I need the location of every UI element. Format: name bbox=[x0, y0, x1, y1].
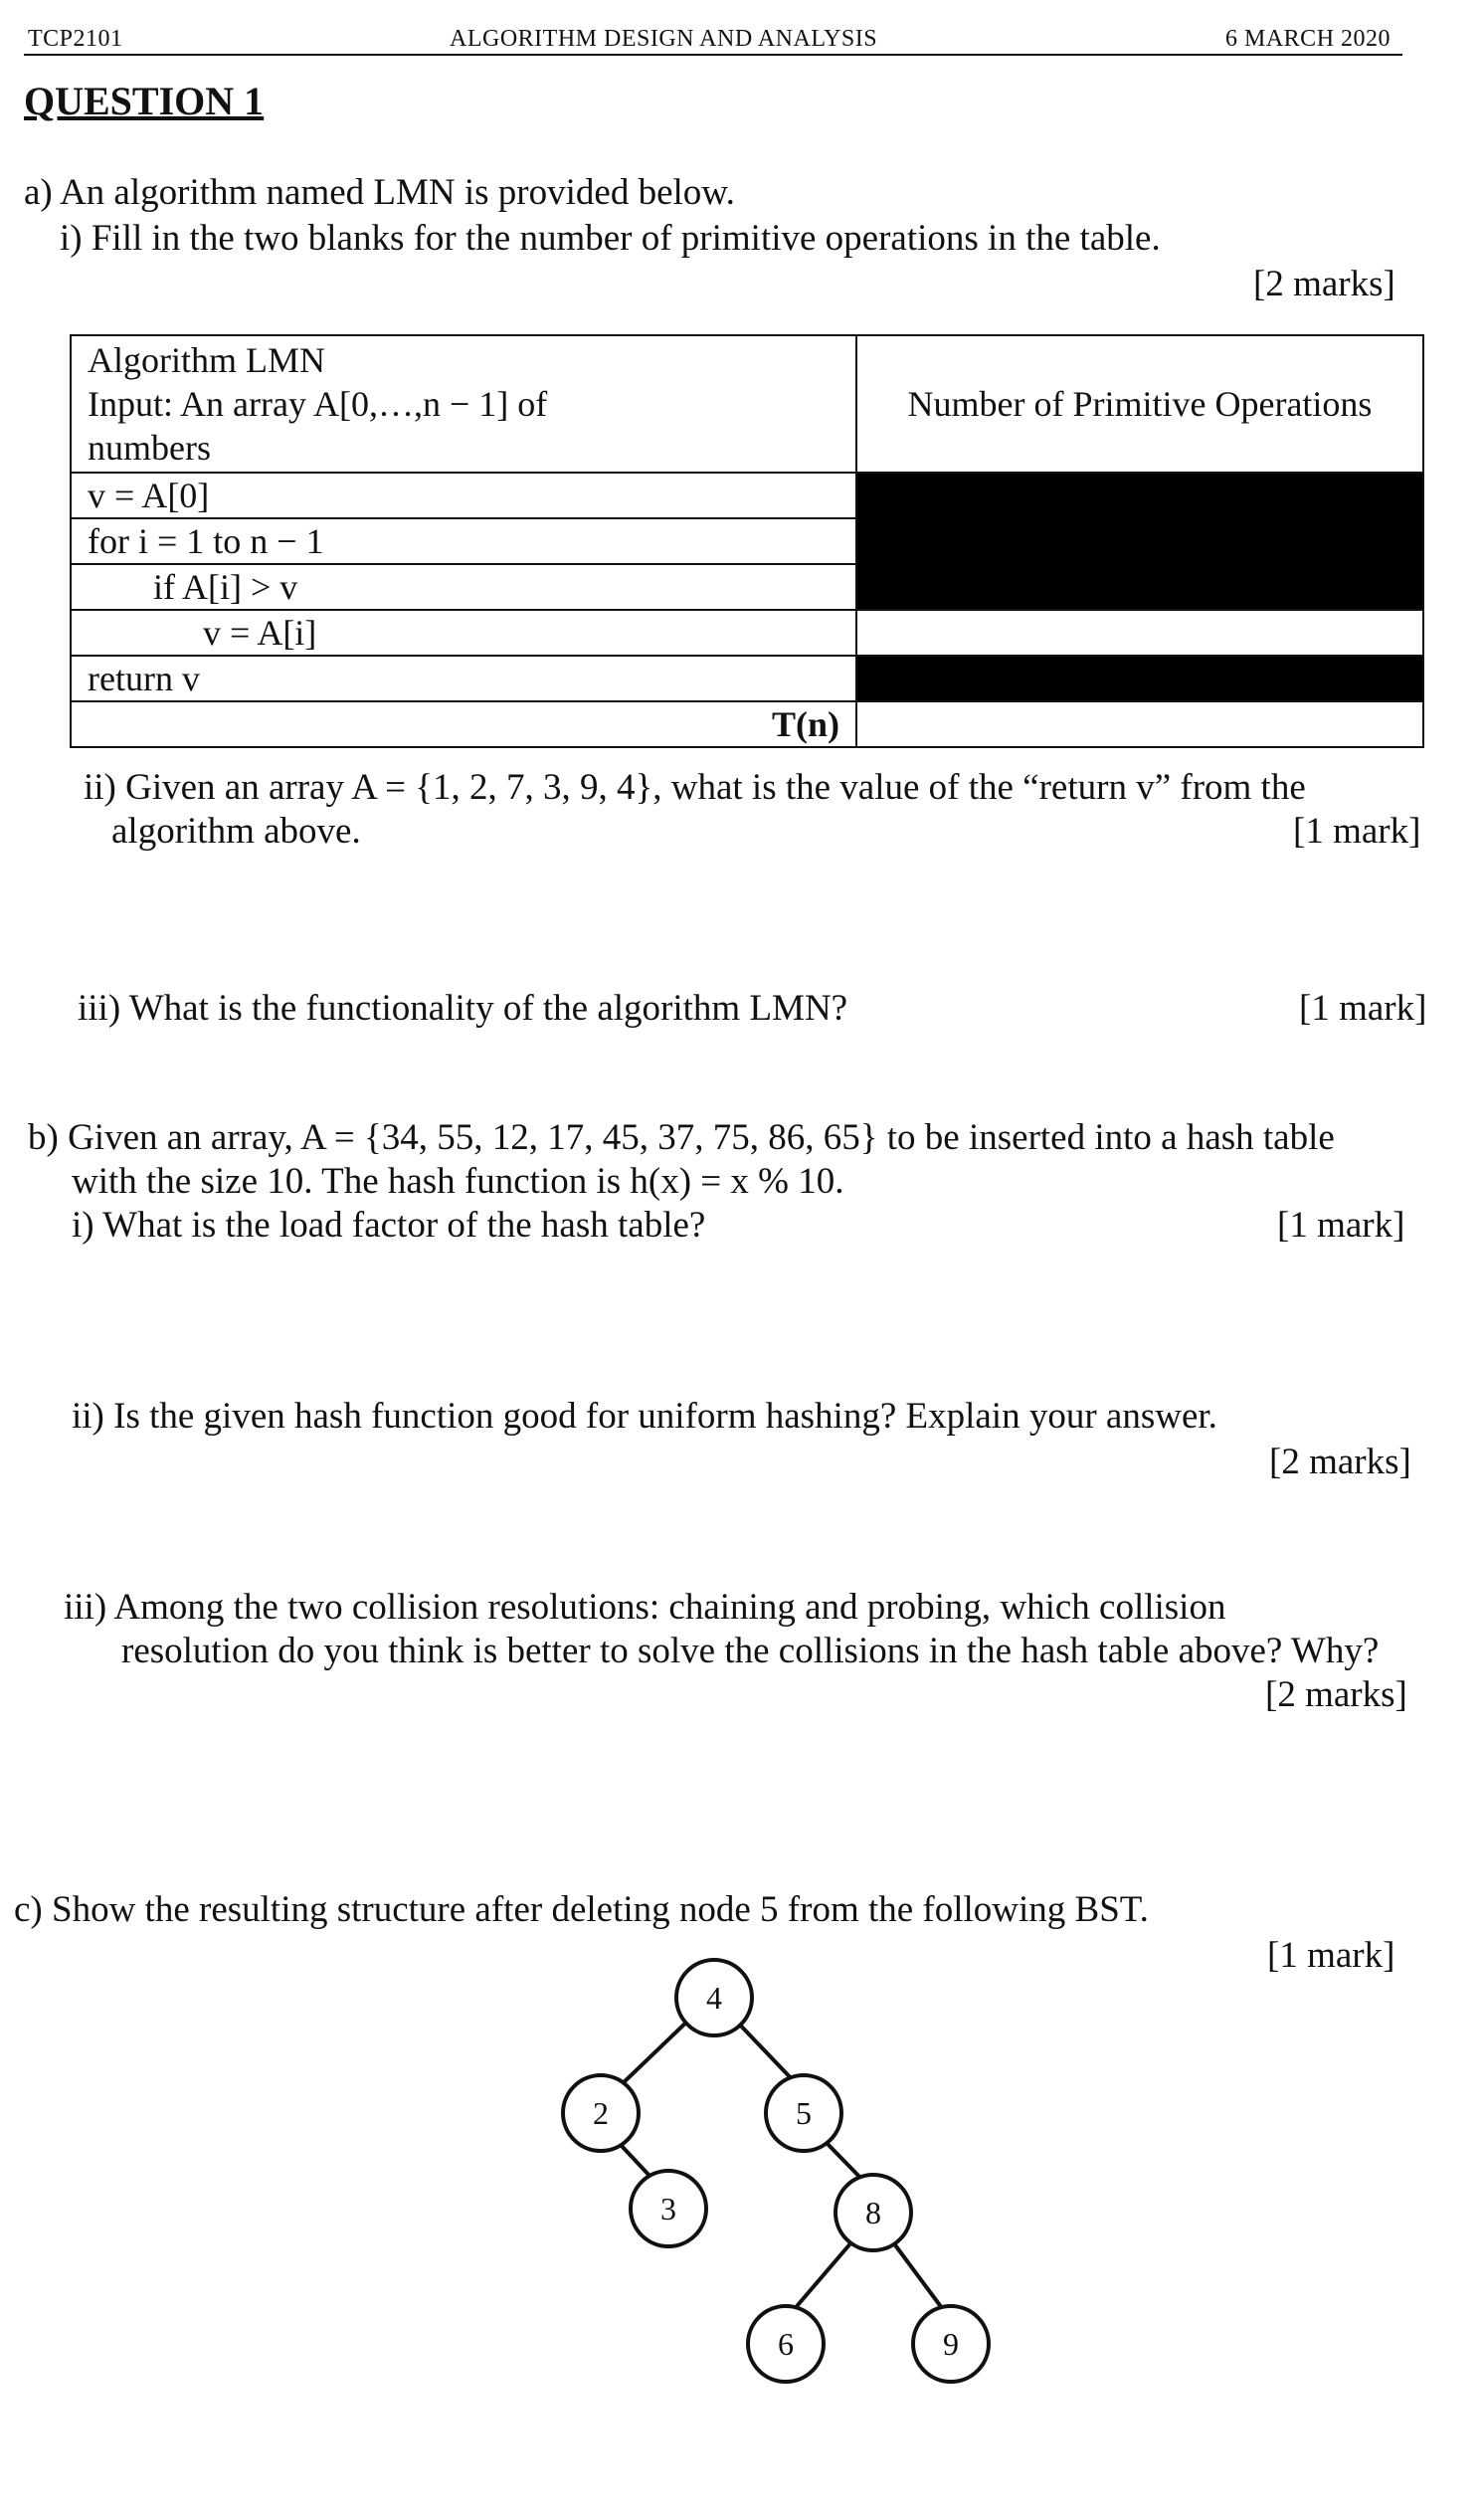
question-title: QUESTION 1 bbox=[24, 79, 265, 123]
algorithm-name: Algorithm LMN bbox=[88, 340, 325, 380]
bst-diagram bbox=[497, 1950, 1015, 2418]
redacted-cell bbox=[856, 518, 1423, 564]
operations-header-cell: Number of Primitive Operations bbox=[856, 335, 1423, 473]
part-a-ii-line2: algorithm above. bbox=[111, 811, 361, 852]
algorithm-input-line: Input: An array A[0,…,n − 1] of bbox=[88, 384, 548, 424]
part-b-iii-line1: iii) Among the two collision resolutions: chaining and probing, which collision bbox=[64, 1587, 1226, 1628]
redacted-cell bbox=[856, 473, 1423, 518]
part-b-iii-line2: resolution do you think is better to solve the collisions in the hash table above? Why? bbox=[121, 1631, 1380, 1671]
table-header-row bbox=[71, 335, 1423, 473]
part-c-text: c) Show the resulting structure after deleting node 5 from the following BST. bbox=[14, 1889, 1149, 1930]
code-cell: v = A[0] bbox=[71, 473, 856, 518]
bst-node bbox=[913, 2306, 989, 2382]
node-label: 5 bbox=[796, 2095, 812, 2131]
node-label: 9 bbox=[943, 2326, 959, 2362]
code-cell: for i = 1 to n − 1 bbox=[71, 518, 856, 564]
node-label: 3 bbox=[660, 2191, 676, 2226]
table-row bbox=[71, 473, 1423, 518]
bst-edges bbox=[621, 2017, 945, 2312]
bst-node bbox=[676, 1960, 752, 2035]
node-label: 4 bbox=[706, 1980, 722, 2016]
node-label: 2 bbox=[593, 2095, 609, 2131]
part-a-ii-line1: ii) Given an array A = {1, 2, 7, 3, 9, 4}, what is the value of the “return v” from the bbox=[84, 767, 1306, 808]
algorithm-input-line2: numbers bbox=[88, 428, 211, 468]
blank-answer-cell[interactable] bbox=[856, 610, 1423, 656]
node-label: 8 bbox=[865, 2195, 881, 2230]
part-b-ii-text: ii) Is the given hash function good for uniform hashing? Explain your answer. bbox=[72, 1396, 1217, 1437]
edge-4-2 bbox=[621, 2017, 692, 2085]
part-b-line1: b) Given an array, A = {34, 55, 12, 17, 45, 37, 75, 86, 65} to be inserted into a hash table bbox=[28, 1117, 1335, 1158]
bst-node bbox=[766, 2075, 841, 2151]
code-cell: if A[i] > v bbox=[71, 564, 856, 610]
part-a-iii-marks: [1 mark] bbox=[1299, 988, 1427, 1029]
table-total-row bbox=[71, 701, 1423, 747]
edge-2-3 bbox=[621, 2145, 650, 2177]
algorithm-header-cell bbox=[71, 335, 856, 473]
course-name: ALGORITHM DESIGN AND ANALYSIS bbox=[450, 26, 878, 52]
redacted-cell bbox=[856, 656, 1423, 701]
part-a-iii-text: iii) What is the functionality of the algorithm LMN? bbox=[78, 988, 848, 1029]
edge-8-6 bbox=[792, 2242, 851, 2312]
code-cell: v = A[i] bbox=[71, 610, 856, 656]
bst-node bbox=[631, 2171, 706, 2246]
course-code: TCP2101 bbox=[28, 26, 123, 52]
algorithm-table bbox=[70, 334, 1424, 748]
bst-node bbox=[748, 2306, 824, 2382]
header-rule bbox=[24, 54, 1402, 56]
node-label: 6 bbox=[778, 2326, 794, 2362]
part-b-i-marks: [1 mark] bbox=[1277, 1205, 1405, 1246]
part-a-i-marks: [2 marks] bbox=[1253, 264, 1395, 304]
part-a-ii-marks: [1 mark] bbox=[1293, 811, 1421, 852]
code-cell: return v bbox=[71, 656, 856, 701]
bst-node bbox=[563, 2075, 639, 2151]
redacted-cell bbox=[856, 564, 1423, 610]
part-a-i-text: i) Fill in the two blanks for the number of primitive operations in the table. bbox=[60, 218, 1161, 259]
part-c-marks: [1 mark] bbox=[1267, 1935, 1395, 1976]
table-row bbox=[71, 656, 1423, 701]
part-b-ii-marks: [2 marks] bbox=[1269, 1442, 1411, 1482]
table-row bbox=[71, 610, 1423, 656]
table-row bbox=[71, 564, 1423, 610]
part-b-iii-marks: [2 marks] bbox=[1265, 1674, 1407, 1715]
part-a-intro: a) An algorithm named LMN is provided below. bbox=[24, 172, 735, 213]
edge-4-5 bbox=[732, 2017, 798, 2085]
table-row bbox=[71, 518, 1423, 564]
edge-8-9 bbox=[893, 2242, 945, 2312]
part-b-line2: with the size 10. The hash function is h(x) = x % 10. bbox=[72, 1161, 844, 1202]
total-answer-cell[interactable] bbox=[856, 701, 1423, 747]
part-b-i-text: i) What is the load factor of the hash table? bbox=[72, 1205, 706, 1246]
total-label: T(n) bbox=[71, 701, 856, 747]
bst-node bbox=[835, 2175, 911, 2250]
exam-date: 6 MARCH 2020 bbox=[1225, 26, 1391, 52]
